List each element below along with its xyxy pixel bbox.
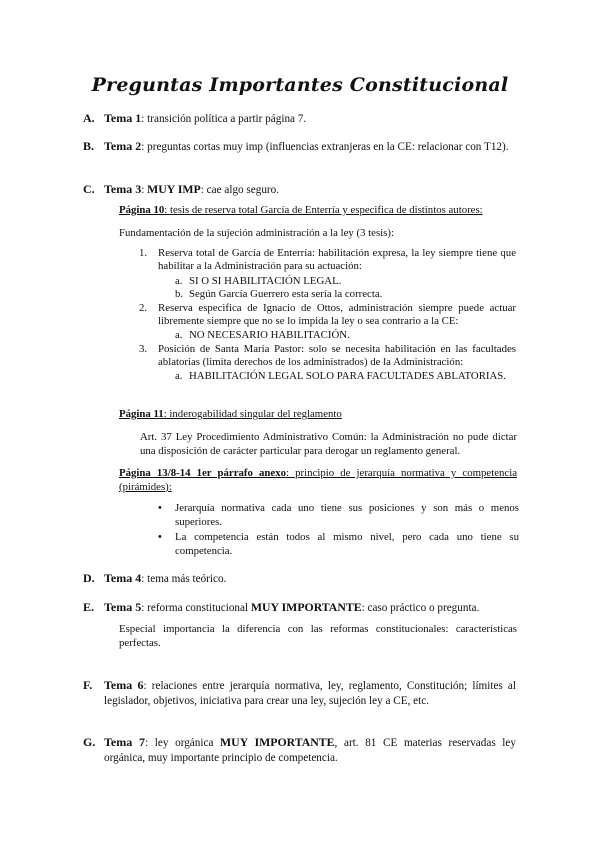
topic-emphasis: MUY IMPORTANTE xyxy=(250,600,362,614)
tesis-subitem xyxy=(175,329,519,342)
bullet-item xyxy=(158,501,519,529)
tesis-text: Reserva especifica de Ignacio de Ottos, administración siempre puede actuar libremente siempre que no se lo impida la ley o sea contrario a la CE: xyxy=(158,302,516,327)
topic-text: : transición política a partir página 7. xyxy=(141,113,307,125)
topic-text: : cae algo seguro. xyxy=(200,184,280,196)
bullet-icon: • xyxy=(158,502,162,514)
bullet-item xyxy=(158,530,519,558)
topic-text: : reforma constitucional xyxy=(141,602,251,614)
topic-text: : ley orgánica xyxy=(145,737,221,749)
subitem-mark: a. xyxy=(175,329,183,341)
tesis-number: 1. xyxy=(139,247,148,259)
page10-text: : tesis de reserva total García de Enterría y especifica de distintos autores: xyxy=(164,204,483,216)
page10-reference xyxy=(119,203,519,217)
tesis-text: Reserva total de García de Enterría: habilitación expresa, la ley siempre tiene que habilitar a la Administración para su actuación: xyxy=(158,247,516,272)
topic-label: Tema 7 xyxy=(104,735,146,749)
topic-a xyxy=(83,111,516,127)
subitem-mark: a. xyxy=(175,275,183,287)
topic-label: Tema 4 xyxy=(104,571,142,585)
topic-text: : relaciones entre jerarquía normativa, ley, reglamento, Constitución; límites al legislador, objetivos, iniciativa para crear una ley, sujeción ley a CE, etc. xyxy=(104,680,516,707)
topic-separator: : xyxy=(141,184,148,196)
tesis-item xyxy=(139,302,516,328)
tesis-text: Posición de Santa María Pastor: solo se necesita habilitación en las facultades ablatorias (limita derechos de los administrados) de la Administración: xyxy=(158,343,516,368)
page13-text: : principio de jerarquía normativa y competencia (pirámides): xyxy=(119,467,517,493)
subitem-text: HABILITACIÓN LEGAL SOLO PARA FACULTADES ABLATORIAS. xyxy=(189,370,507,382)
topic-letter: C. xyxy=(83,182,95,196)
tesis-subitem xyxy=(175,370,515,383)
bullet-icon: • xyxy=(158,531,162,543)
topic-emphasis: MUY IMPORTANTE xyxy=(220,735,335,749)
page13-reference xyxy=(119,466,517,494)
topic-letter: B. xyxy=(83,139,95,153)
tesis-number: 3. xyxy=(139,343,148,355)
subitem-mark: b. xyxy=(175,288,184,300)
topic-letter: F. xyxy=(83,678,93,692)
topic-g xyxy=(83,735,516,766)
topic-b xyxy=(83,139,516,155)
subitem-mark: a. xyxy=(175,370,183,382)
topic-emphasis: MUY IMP xyxy=(147,182,201,196)
page10-label: Página 10 xyxy=(119,204,165,216)
tesis-subitem xyxy=(175,288,519,301)
page11-label: Página 11 xyxy=(119,408,164,420)
tesis-item xyxy=(139,247,516,273)
topic-e xyxy=(83,600,516,616)
topic-label: Tema 5 xyxy=(104,600,142,614)
topic-c xyxy=(83,182,516,198)
topic-letter: D. xyxy=(83,571,95,585)
fundamentacion-text: Fundamentación de la sujeción administración a la ley (3 tesis): xyxy=(119,227,394,239)
bullet-text: La competencia están todos al mismo nivel, pero cada uno tiene su competencia. xyxy=(175,531,519,557)
page-title: Preguntas Importantes Constitucional xyxy=(91,74,509,96)
page11-reference xyxy=(119,407,519,421)
topic-label: Tema 6 xyxy=(104,678,144,692)
art37-text: Art. 37 Ley Procedimiento Administrativo Común: la Administración no pude dictar una disposición de carácter particular para derogar un reglamento general. xyxy=(140,431,517,457)
topic-letter: E. xyxy=(83,600,95,614)
topic-label: Tema 1 xyxy=(104,111,142,125)
tesis-subitem xyxy=(175,275,519,288)
topic-label: Tema 3 xyxy=(104,182,142,196)
bullet-text: Jerarquía normativa cada uno tiene sus posiciones y son más o menos superiores. xyxy=(175,502,519,528)
page11-text: : inderogabilidad singular del reglamento xyxy=(163,408,342,420)
subitem-text: NO NECESARIO HABILITACIÓN. xyxy=(189,329,350,341)
topic-f xyxy=(83,678,516,709)
topic-label: Tema 2 xyxy=(104,139,142,153)
page13-label: Página 13/8-14 1er párrafo anexo xyxy=(119,467,287,479)
topic-d xyxy=(83,571,516,587)
tesis-item xyxy=(139,343,516,369)
topic-letter: G. xyxy=(83,735,96,749)
topic-text-end: : caso práctico o pregunta. xyxy=(361,602,480,614)
topic-text: : preguntas cortas muy imp (influencias extranjeras en la CE: relacionar con T12). xyxy=(141,141,509,153)
topic-text: : tema más teórico. xyxy=(141,573,227,585)
subitem-text: Según García Guerrero esta sería la correcta. xyxy=(189,288,383,300)
tesis-number: 2. xyxy=(139,302,148,314)
tema5-note: Especial importancia la diferencia con las reformas constitucionales: características perfectas. xyxy=(119,623,517,649)
topic-text-end: , art. 81 CE materias reservadas ley orgánica, muy importante principio de competencia. xyxy=(104,737,516,764)
topic-letter: A. xyxy=(83,111,95,125)
subitem-text: SI O SI HABILITACIÓN LEGAL. xyxy=(189,275,342,287)
